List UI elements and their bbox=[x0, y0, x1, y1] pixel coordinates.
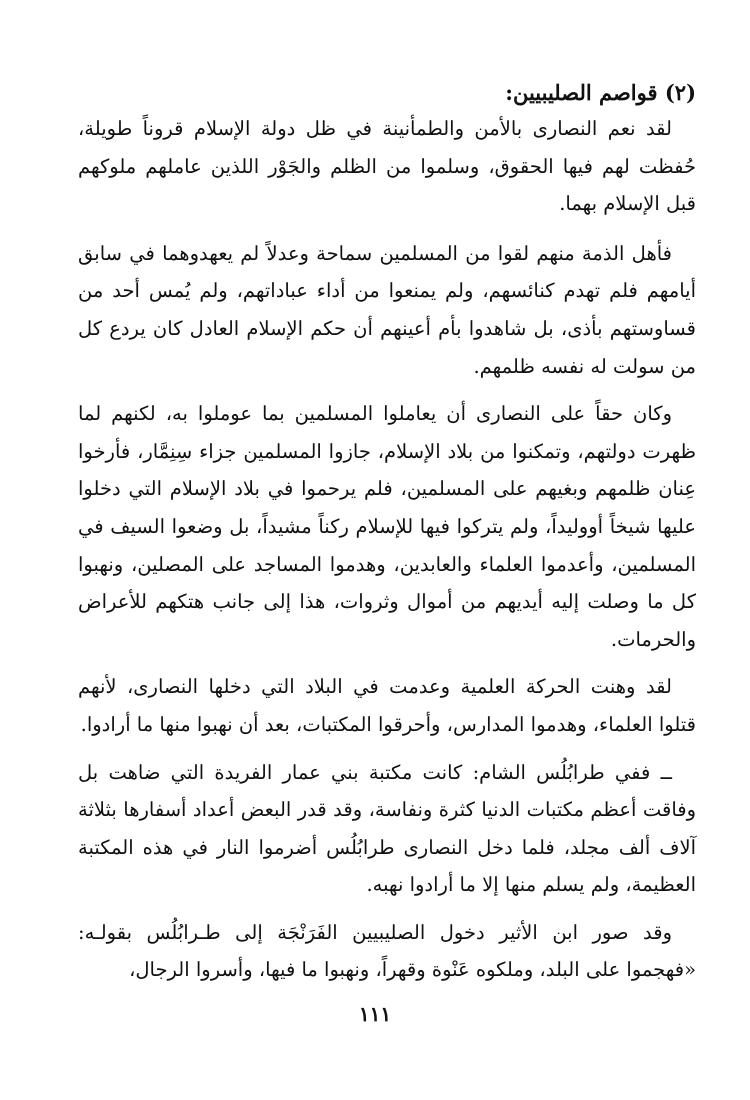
paragraph: لقد نعم النصارى بالأمن والطمأنينة في ظل دولة الإسلام قروناً طويلة، حُفظت لهم فيها الحقوق، وسلموا من الظلم والجَوْر اللذين عاملهم ملوكهم قبل الإسلام بهما. bbox=[78, 117, 696, 216]
paragraph: فأهل الذمة منهم لقوا من المسلمين سماحة وعدلاً لم يعهدوهما في سابق أيامهم فلم تهدم كنائسهم، ولم يمنعوا من أداء عباداتهم، ولم يُمس أحد من قساوستهم بأذى، بل شاهدوا بأم أعينهم أن حكم الإسلام العادل كان يردع كل من سولت له نفسه ظلمهم. bbox=[78, 241, 696, 378]
paragraph: ــ ففي طرابُلُس الشام: كانت مكتبة بني عمار الفريدة التي ضاهت بل وفاقت أعظم مكتبات الدنيا كثرة ونفاسة، وقد قدر البعض أعداد أسفارها بثلاثة آلاف ألف مجلد، فلما دخل النصارى طرابُلُس أضرموا النار في هذه المكتبة العظيمة، ولم يسلم منها إلا ما أرادوا نهبه. bbox=[78, 760, 696, 897]
page-number: ١١١ bbox=[358, 1002, 392, 1026]
paragraph: وقد صور ابن الأثير دخول الصليبيين الفَرَنْجَة إلى طـرابُلُس بقولـه: «فهجموا على البلد، وملكوه عَنْوة وقهراً، ونهبوا ما فيها، وأسروا الرجال، bbox=[78, 920, 696, 982]
paragraph: وكان حقاً على النصارى أن يعاملوا المسلمين بما عوملوا به، لكنهم لما ظهرت دولتهم، وتمكنوا من بلاد الإسلام، جازوا المسلمين جزاء سِنِمَّار، فأرخوا عِنان ظلمهم وبغيهم على المسلمين، فلم يرحموا في بلاد الإسلام التي دخلوا عليها شيخاً أووليداً، ولم يتركوا فيها للإسلام ركناً مشيداً، بل وضعوا السيف في المسلمين، وأعدموا العلماء والعابدين، وهدموا المساجد على المصلين، ونهبوا كل ما وصلت إليه أيديهم من أموال وثروات، هذا إلى جانب هتكهم للأعراض والحرمات. bbox=[78, 402, 696, 651]
document-page bbox=[78, 78, 696, 1038]
paragraph: لقد وهنت الحركة العلمية وعدمت في البلاد التي دخلها النصارى، لأنهم قتلوا العلماء، وهدموا المدارس، وأحرقوا المكتبات، بعد أن نهبوا منها ما أرادوا. bbox=[78, 675, 696, 736]
section-heading: (٢) قواصم الصليبيين: bbox=[505, 80, 696, 105]
